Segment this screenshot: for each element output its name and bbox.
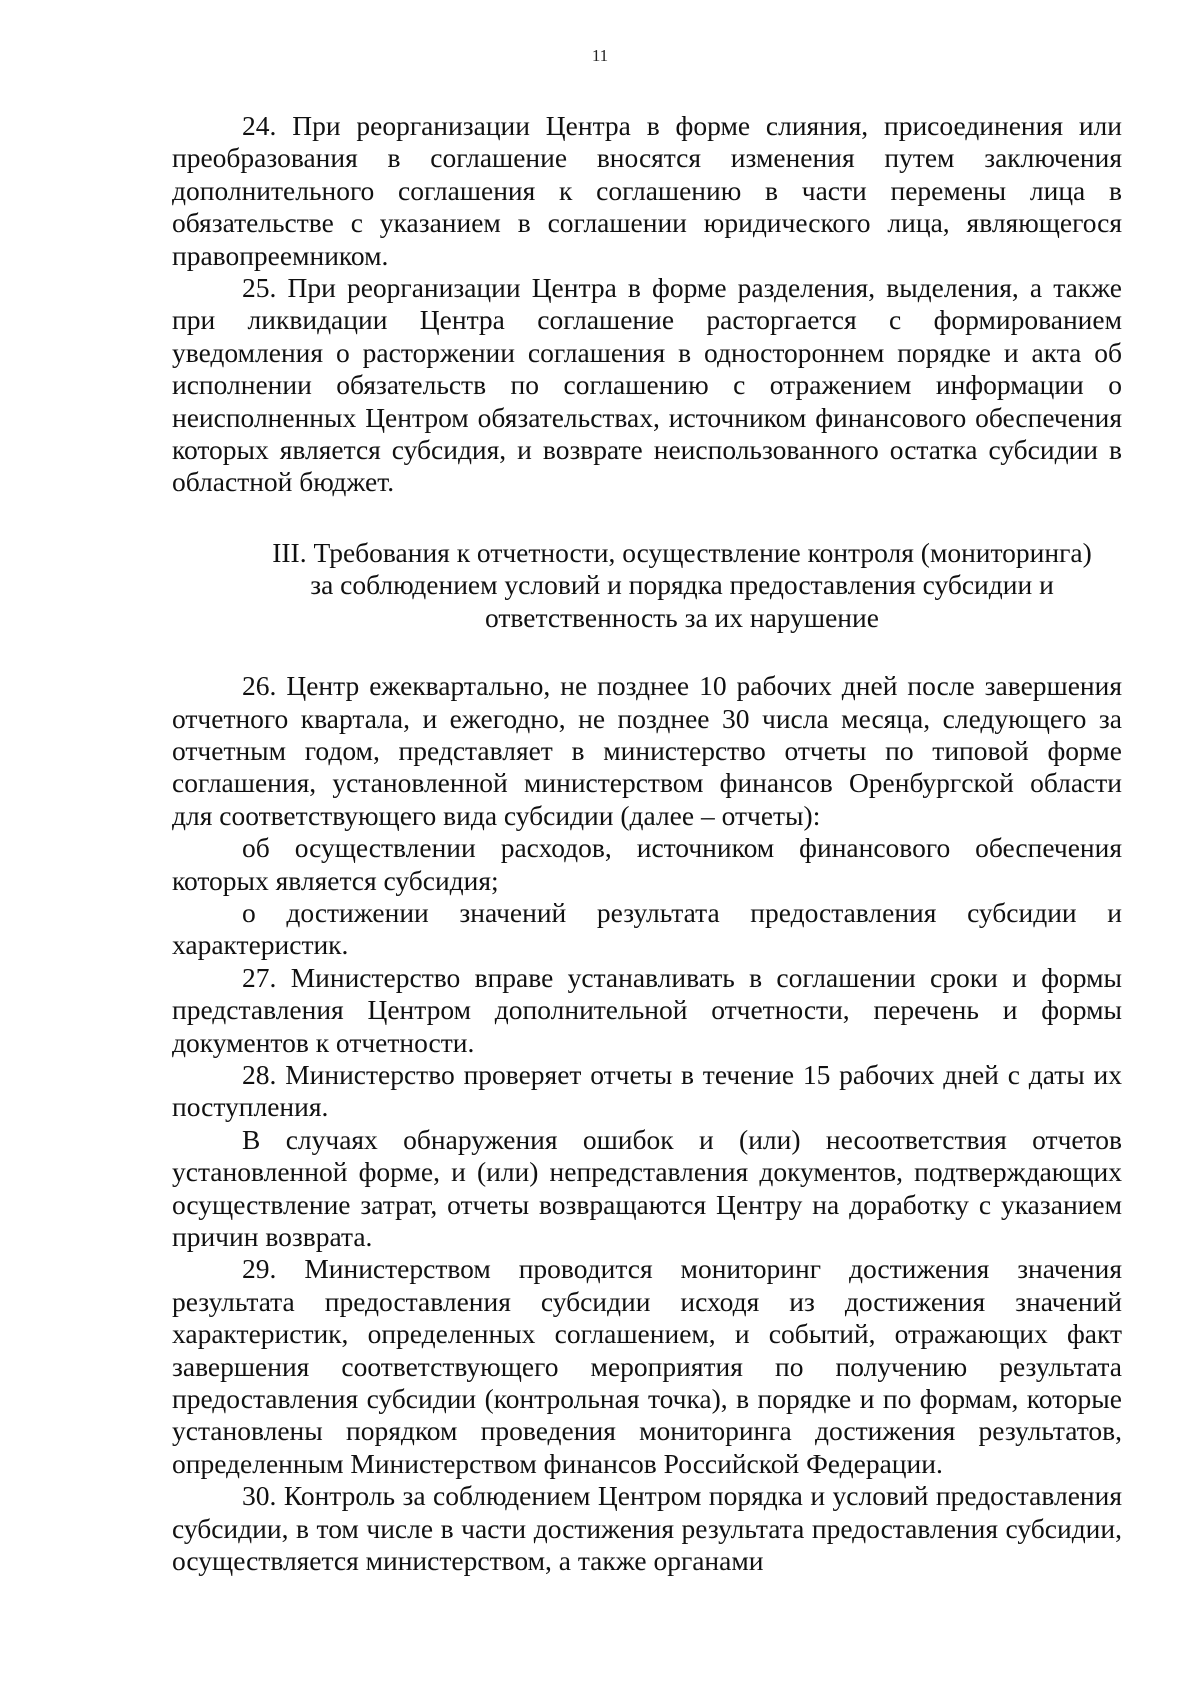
paragraph-27: 27. Министерство вправе устанавливать в соглашении сроки и формы представления Центром дополнительной отчетности, перечень и формы документов к отчетности.: [172, 961, 1122, 1058]
section-heading-line: ответственность за их нарушение: [485, 601, 879, 633]
paragraph-25: 25. При реорганизации Центра в форме разделения, выделения, а также при ликвидации Центра соглашение расторгается с формированием уведомления о расторжении соглашения в одностороннем порядке и акта об исполнении обязательств по соглашению с отражением информации о неисполненных Центром обязательствах, источником финансового обеспечения которых является субсидия, и возврате неиспользованного остатка субсидии в областной бюджет.: [172, 272, 1122, 498]
paragraph-28-errors: В случаях обнаружения ошибок и (или) несоответствия отчетов установленной форме, и (или) непредставления документов, подтверждающих осуществление затрат, отчеты возвращаются Центру на доработку с указанием причин возврата.: [172, 1123, 1122, 1252]
paragraph-26-item-expenses: об осуществлении расходов, источником финансового обеспечения которых является субсидия;: [172, 832, 1122, 896]
paragraph-29: 29. Министерством проводится мониторинг достижения значения результата предоставления субсидии исходя из достижения значений характеристик, определенных соглашением, и событий, отражающих факт завершения соответствующего мероприятия по получению результата предоставления субсидии (контрольная точка), в порядке и по формам, которые установлены порядком проведения мониторинга достижения результатов, определенным Министерством финансов Российской Федерации.: [172, 1253, 1122, 1479]
document-body: [172, 110, 1122, 1577]
section-heading: [172, 537, 1122, 634]
paragraph-30: 30. Контроль за соблюдением Центром порядка и условий предоставления субсидии, в том числе в части достижения результата предоставления субсидии, осуществляется министерством, а также органами: [172, 1480, 1122, 1577]
section-heading-line: III. Требования к отчетности, осуществление контроля (мониторинга): [272, 536, 1092, 568]
paragraph-28: 28. Министерство проверяет отчеты в течение 15 рабочих дней с даты их поступления.: [172, 1058, 1122, 1123]
paragraph-24: 24. При реорганизации Центра в форме слияния, присоединения или преобразования в соглашение вносятся изменения путем заключения дополнительного соглашения к соглашению в части перемены лица в обязательстве с указанием в соглашении юридического лица, являющегося правопреемником.: [172, 110, 1122, 271]
page-number: 11: [591, 46, 609, 65]
paragraph-26: 26. Центр ежеквартально, не позднее 10 рабочих дней после завершения отчетного квартала, и ежегодно, не позднее 30 числа месяца, следующего за отчетным годом, представляет в министерство отчеты по типовой форме соглашения, установленной министерством финансов Оренбургской области для соответствующего вида субсидии (далее – отчеты):: [172, 670, 1122, 831]
section-heading-line: за соблюдением условий и порядка предоставления субсидии и: [310, 569, 1054, 601]
paragraph-26-item-results: о достижении значений результата предоставления субсидии и характеристик.: [172, 896, 1122, 961]
